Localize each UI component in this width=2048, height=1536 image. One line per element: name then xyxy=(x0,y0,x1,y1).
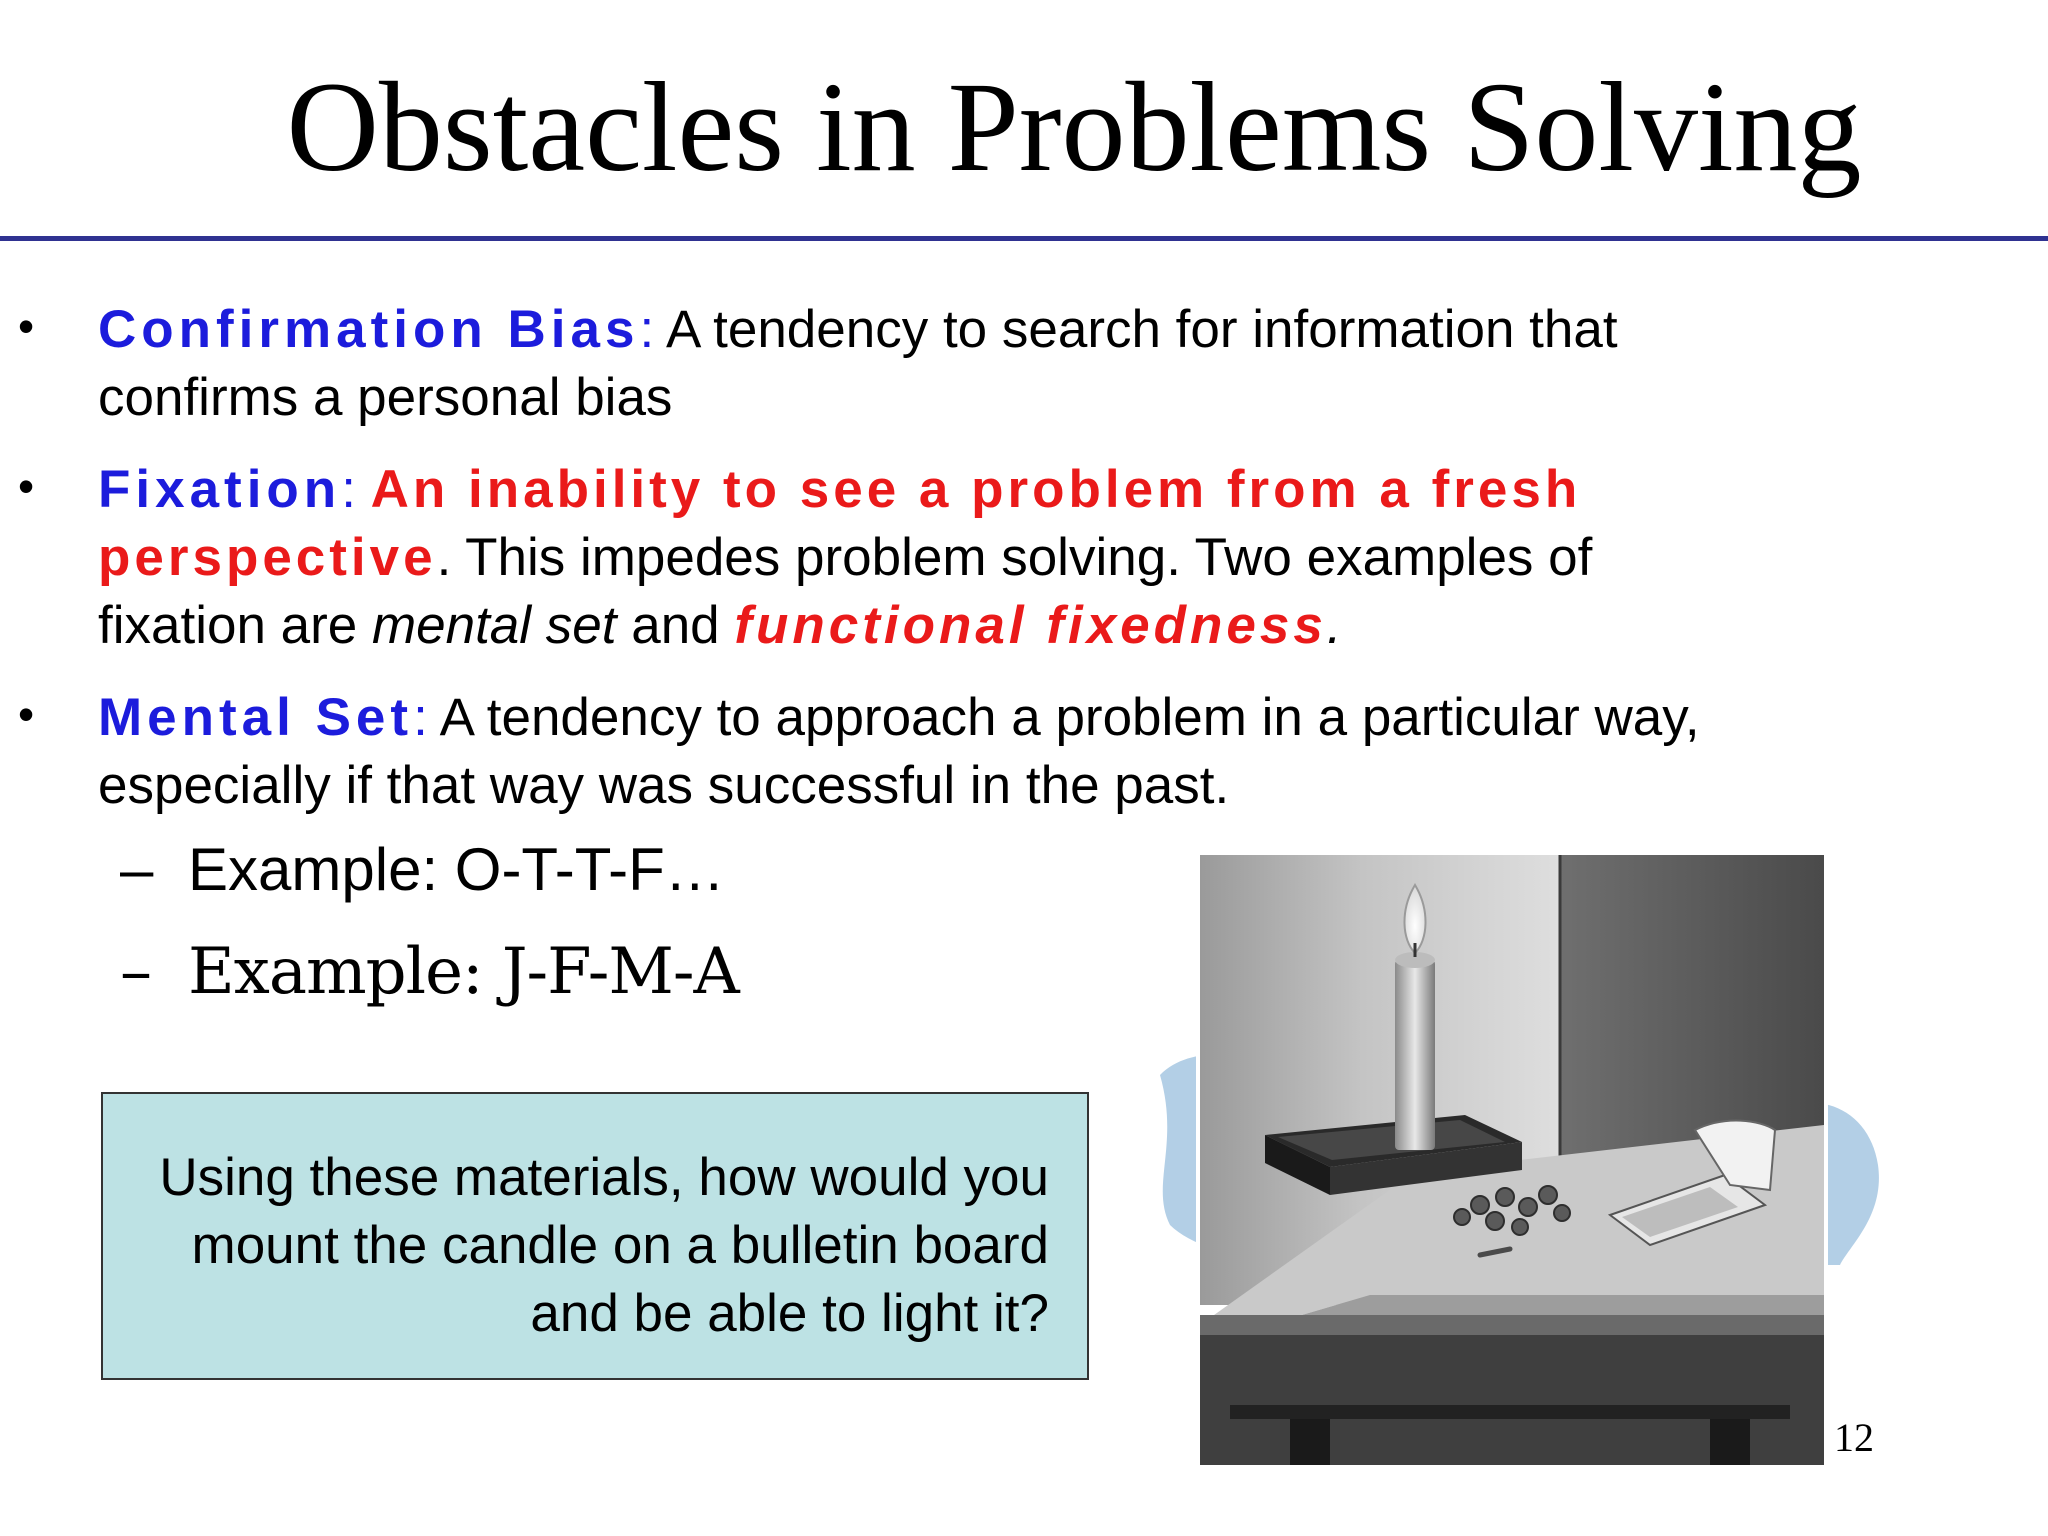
dash-marker: – xyxy=(120,836,154,903)
definition-text: . This impedes problem solving. Two examples of fixation are xyxy=(98,528,1593,655)
bullet-list xyxy=(0,296,1760,844)
bullet-mental-set xyxy=(0,684,1760,820)
term-fixation: Fixation xyxy=(98,460,342,519)
highlight-term-functional-fixedness: functional fixedness xyxy=(734,596,1327,655)
dash-marker: – xyxy=(120,935,151,1009)
bullet-marker: • xyxy=(18,460,35,512)
definition-period: . xyxy=(1326,596,1342,655)
example-text: Example: O-T-T-F… xyxy=(188,836,725,903)
highlight-definition: An inability to see a problem from a fresh perspective xyxy=(98,460,1582,587)
bullet-marker: • xyxy=(18,688,35,740)
italic-term-mental-set: mental set xyxy=(371,596,617,655)
bullet-confirmation-bias xyxy=(0,296,1760,432)
sub-bullet-example-ottf xyxy=(120,834,725,906)
bullet-marker: • xyxy=(18,300,35,352)
term-colon: : xyxy=(341,460,371,519)
title-divider xyxy=(0,236,2048,241)
term-confirmation-bias: Confirmation Bias xyxy=(98,300,640,359)
candle-problem-illustration xyxy=(1150,845,1890,1465)
page-number: 12 xyxy=(1834,1415,1874,1460)
bullet-fixation xyxy=(0,456,1760,660)
definition-text: A tendency to search for information that confirms a personal bias xyxy=(98,300,1618,427)
example-text: Example: J-F-M-A xyxy=(188,935,739,1009)
definition-text: A tendency to approach a problem in a particular way, especially if that way was successful in the past. xyxy=(98,688,1700,815)
sub-bullet-example-jfma xyxy=(120,934,739,1010)
definition-text: and xyxy=(616,596,735,655)
term-colon: : xyxy=(639,300,655,359)
term-mental-set: Mental Set xyxy=(98,688,414,747)
term-colon: : xyxy=(413,688,428,747)
slide-title: Obstacles in Problems Solving xyxy=(286,56,1862,198)
question-callout: Using these materials, how would you mount the candle on a bulletin board and be able to light it? xyxy=(101,1092,1089,1380)
